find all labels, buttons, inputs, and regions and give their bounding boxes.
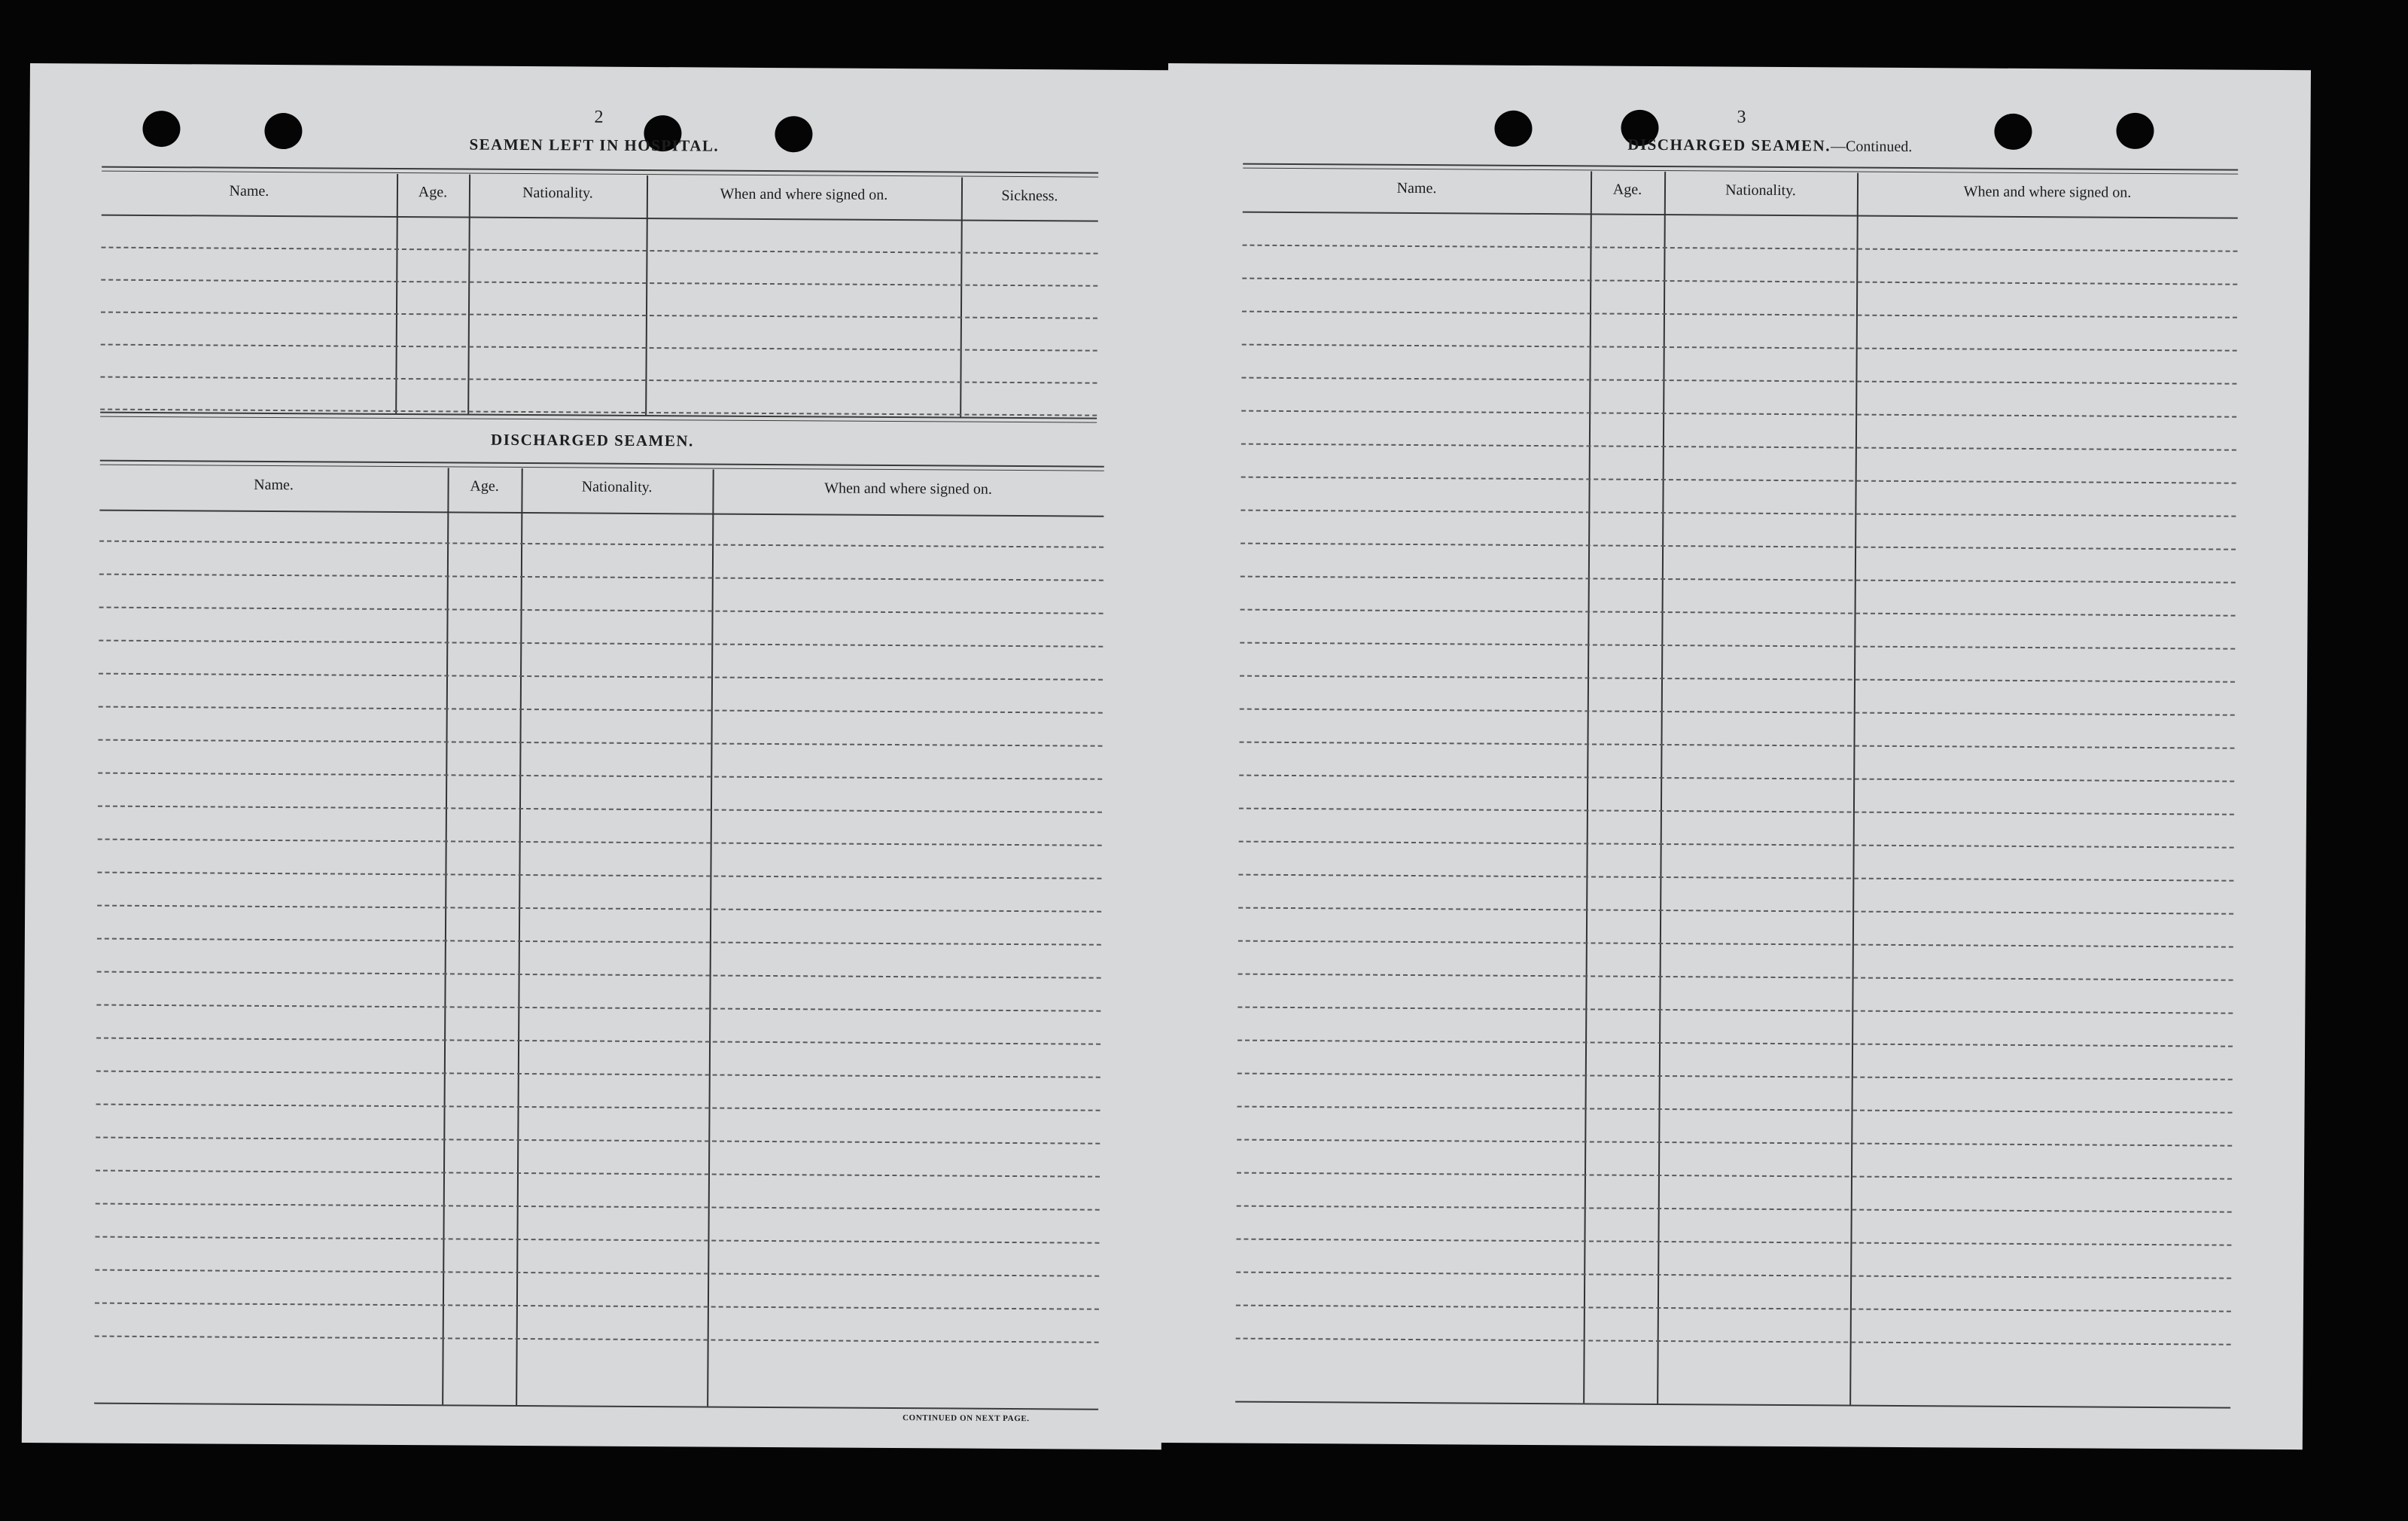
column-header-age: Age. — [470, 477, 499, 495]
column-header-signed-on: When and where signed on. — [1963, 182, 2132, 201]
blank-row — [1242, 344, 2237, 352]
blank-row — [1239, 841, 2234, 849]
blank-row — [95, 1303, 1099, 1310]
blank-row — [101, 279, 1097, 287]
blank-row — [1237, 1073, 2233, 1081]
punch-hole — [2116, 113, 2154, 149]
blank-row — [1241, 443, 2236, 451]
blank-row — [101, 344, 1097, 352]
blank-row — [101, 312, 1097, 319]
blank-row — [99, 607, 1104, 614]
title-main: DISCHARGED SEAMEN. — [1627, 135, 1831, 155]
blank-row — [99, 640, 1103, 648]
blank-row — [1237, 1106, 2233, 1114]
discharged-section-title: DISCHARGED SEAMEN. — [491, 430, 694, 450]
blank-row — [97, 905, 1101, 913]
blank-row — [1240, 642, 2235, 650]
discharged-table — [94, 460, 1104, 1409]
column-header-name: Name. — [254, 476, 294, 493]
blank-row — [1236, 1305, 2231, 1312]
column-header-nationality: Nationality. — [522, 184, 593, 202]
blank-row — [1238, 940, 2233, 948]
blank-row — [95, 1270, 1099, 1277]
blank-row — [1238, 907, 2233, 915]
blank-row — [1236, 1338, 2231, 1346]
column-header-age: Age. — [1612, 181, 1642, 198]
punch-hole — [1494, 111, 1532, 147]
blank-row — [1241, 377, 2236, 385]
blank-row — [1241, 510, 2236, 517]
hospital-table — [100, 166, 1098, 421]
blank-row — [1241, 410, 2236, 418]
blank-row — [1237, 1139, 2232, 1147]
blank-row — [1239, 742, 2234, 749]
blank-row — [97, 971, 1101, 979]
blank-row — [1236, 1272, 2231, 1279]
blank-row — [98, 806, 1102, 813]
column-header-signed-on: When and where signed on. — [824, 479, 992, 498]
column-header-name: Name. — [229, 182, 269, 200]
blank-row — [1241, 576, 2236, 584]
blank-row — [1238, 874, 2233, 882]
blank-row — [1240, 709, 2235, 716]
blank-row — [96, 1004, 1100, 1012]
blank-row — [96, 1104, 1100, 1111]
blank-row — [1237, 1172, 2232, 1180]
blank-row — [96, 1137, 1100, 1145]
discharged-table — [1235, 163, 2238, 1407]
blank-row — [97, 938, 1101, 946]
continued-note: CONTINUED ON NEXT PAGE. — [902, 1413, 1030, 1424]
column-header-nationality: Nationality. — [581, 477, 653, 495]
blank-row — [1242, 311, 2237, 319]
page-number: 2 — [594, 107, 604, 127]
blank-row — [99, 706, 1103, 714]
blank-row — [100, 376, 1097, 384]
column-header-nationality: Nationality. — [1725, 181, 1796, 199]
punch-hole — [142, 111, 180, 147]
title-suffix: —Continued. — [1830, 138, 1913, 156]
blank-row — [98, 839, 1102, 846]
column-header-age: Age. — [418, 183, 448, 200]
blank-row — [1241, 477, 2236, 484]
page-number: 3 — [1737, 107, 1746, 127]
blank-row — [1236, 1239, 2231, 1246]
blank-row — [96, 1038, 1100, 1045]
column-header-signed-on: When and where signed on. — [720, 185, 888, 203]
blank-row — [102, 247, 1098, 255]
punch-hole — [775, 116, 812, 152]
blank-row — [1239, 808, 2234, 815]
blank-row — [1243, 245, 2238, 252]
hospital-section-title: SEAMEN LEFT IN HOSPITAL. — [469, 135, 720, 155]
left-page — [22, 63, 1170, 1449]
blank-row — [95, 1236, 1099, 1244]
blank-row — [96, 1170, 1100, 1178]
column-header-sickness: Sickness. — [1001, 187, 1058, 204]
blank-row — [1238, 974, 2233, 981]
blank-row — [96, 1203, 1100, 1211]
blank-row — [97, 872, 1101, 879]
punch-hole — [1994, 114, 2032, 150]
blank-row — [1239, 775, 2234, 782]
blank-row — [1241, 543, 2236, 550]
discharged-continued-title — [1574, 135, 1965, 156]
blank-row — [1240, 675, 2235, 683]
blank-row — [1237, 1206, 2232, 1213]
blank-row — [1237, 1040, 2233, 1047]
blank-row — [99, 541, 1104, 548]
column-header-name: Name. — [1396, 179, 1437, 197]
blank-row — [1241, 609, 2236, 617]
punch-hole — [264, 113, 302, 149]
blank-row — [99, 673, 1103, 681]
blank-row — [95, 1336, 1099, 1343]
blank-row — [99, 574, 1104, 581]
blank-row — [98, 773, 1102, 780]
blank-row — [99, 739, 1103, 747]
blank-row — [1237, 1007, 2233, 1014]
right-page — [1160, 63, 2311, 1449]
blank-row — [96, 1071, 1100, 1078]
blank-row — [1242, 278, 2237, 285]
